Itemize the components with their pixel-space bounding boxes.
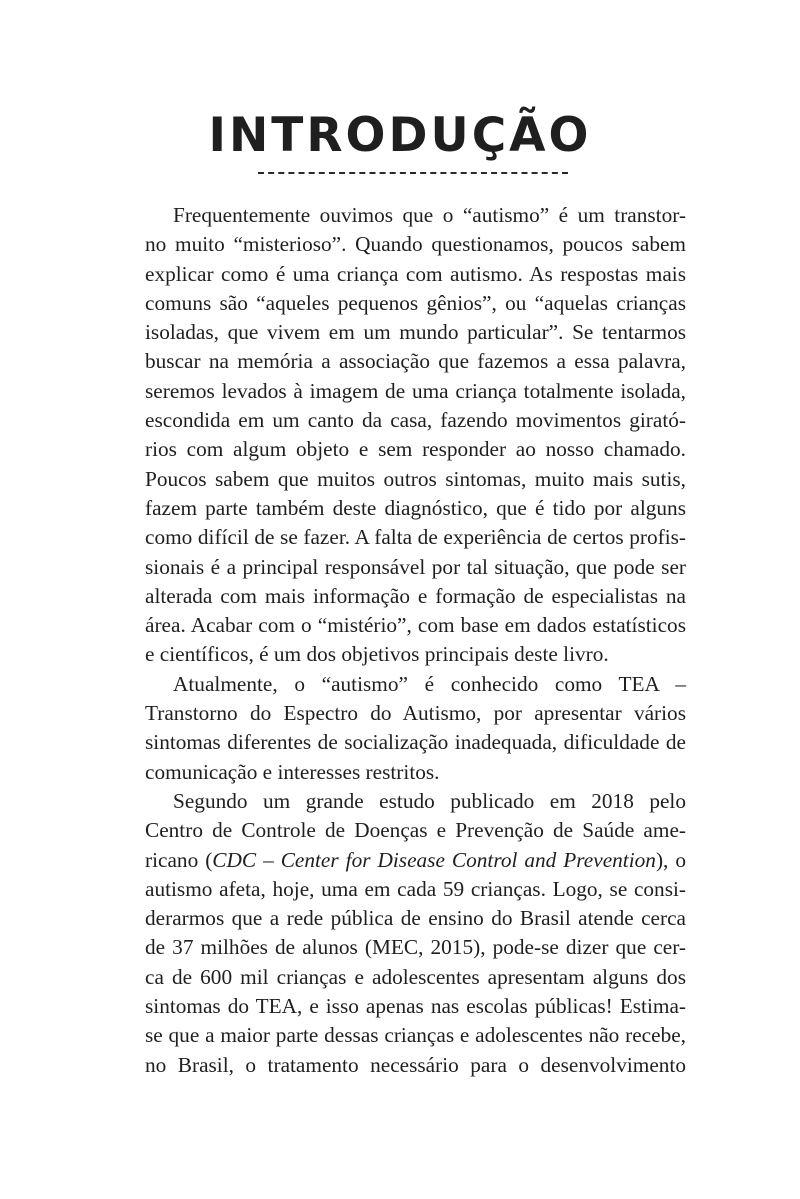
text-line: Atualmente, o “autismo” é conhecido como TEA – — [173, 671, 686, 696]
text-line: rios com algum objeto e sem responder ao nosso chamado. — [145, 437, 686, 462]
text-line: explicar como é uma criança com autismo. As respostas mais — [145, 261, 686, 286]
text-line: se que a maior parte dessas crianças e adolescentes não recebe, — [145, 1023, 686, 1048]
text-line: derarmos que a rede pública de ensino do Brasil atende cerca — [145, 906, 686, 931]
text-line: no Brasil, o tratamento necessário para o desenvolvimento — [145, 1052, 686, 1077]
text-line: Centro de Controle de Doenças e Prevenção de Saúde ame- — [145, 818, 686, 843]
chapter-title: INTRODUÇÃO — [208, 108, 592, 163]
text-line: alterada com mais informação e formação de especialistas na — [145, 583, 686, 608]
text-line: buscar na memória a associação que fazemos a essa palavra, — [145, 349, 686, 374]
text-line: de 37 milhões de alunos (MEC, 2015), pode-se dizer que cer- — [145, 935, 686, 960]
title-dashed-rule — [258, 172, 568, 174]
text-line: Poucos sabem que muitos outros sintomas, muito mais sutis, — [145, 466, 686, 491]
text-line: sintomas do TEA, e isso apenas nas escolas públicas! Estima- — [145, 994, 686, 1019]
text-fragment: ricano ( — [145, 847, 213, 872]
text-line-citation — [145, 846, 686, 875]
cdc-italic-name: CDC – Center for Disease Control and Prevention — [212, 847, 656, 872]
text-line: Frequentemente ouvimos que o “autismo” é um transtor- — [173, 203, 686, 227]
text-line: sintomas diferentes de socialização inadequada, dificuldade de — [145, 730, 686, 755]
text-line: escondida em um canto da casa, fazendo movimentos girató- — [145, 408, 686, 433]
paragraph-2 — [145, 670, 686, 787]
text-line: seremos levados à imagem de uma criança totalmente isolada, — [145, 378, 686, 403]
text-line: autismo afeta, hoje, uma em cada 59 crianças. Logo, se consi- — [145, 876, 686, 901]
text-fragment: ), o — [655, 847, 686, 872]
text-line: e científicos, é um dos objetivos principais deste livro. — [145, 642, 609, 667]
text-line: ca de 600 mil crianças e adolescentes apresentam alguns dos — [145, 964, 686, 989]
text-line: fazem parte também deste diagnóstico, que é tido por alguns — [145, 495, 686, 520]
text-line: como difícil de se fazer. A falta de experiência de certos profis- — [145, 525, 686, 550]
chapter-body — [145, 201, 686, 1080]
text-line: Transtorno do Espectro do Autismo, por apresentar vários — [145, 701, 686, 726]
text-line: no muito “misterioso”. Quando questionamos, poucos sabem — [145, 232, 686, 257]
text-line: área. Acabar com o “mistério”, com base em dados estatísticos — [145, 613, 686, 638]
paragraph-1 — [145, 201, 686, 670]
paragraph-3 — [145, 787, 686, 1080]
text-line: isoladas, que vivem em um mundo particular”. Se tentarmos — [145, 320, 686, 345]
text-line: comunicação e interesses restritos. — [145, 759, 440, 784]
text-line: sionais é a principal responsável por tal situação, que pode ser — [145, 554, 686, 579]
text-line: Segundo um grande estudo publicado em 2018 pelo — [173, 788, 686, 813]
text-line: comuns são “aqueles pequenos gênios”, ou “aquelas crianças — [145, 290, 686, 315]
